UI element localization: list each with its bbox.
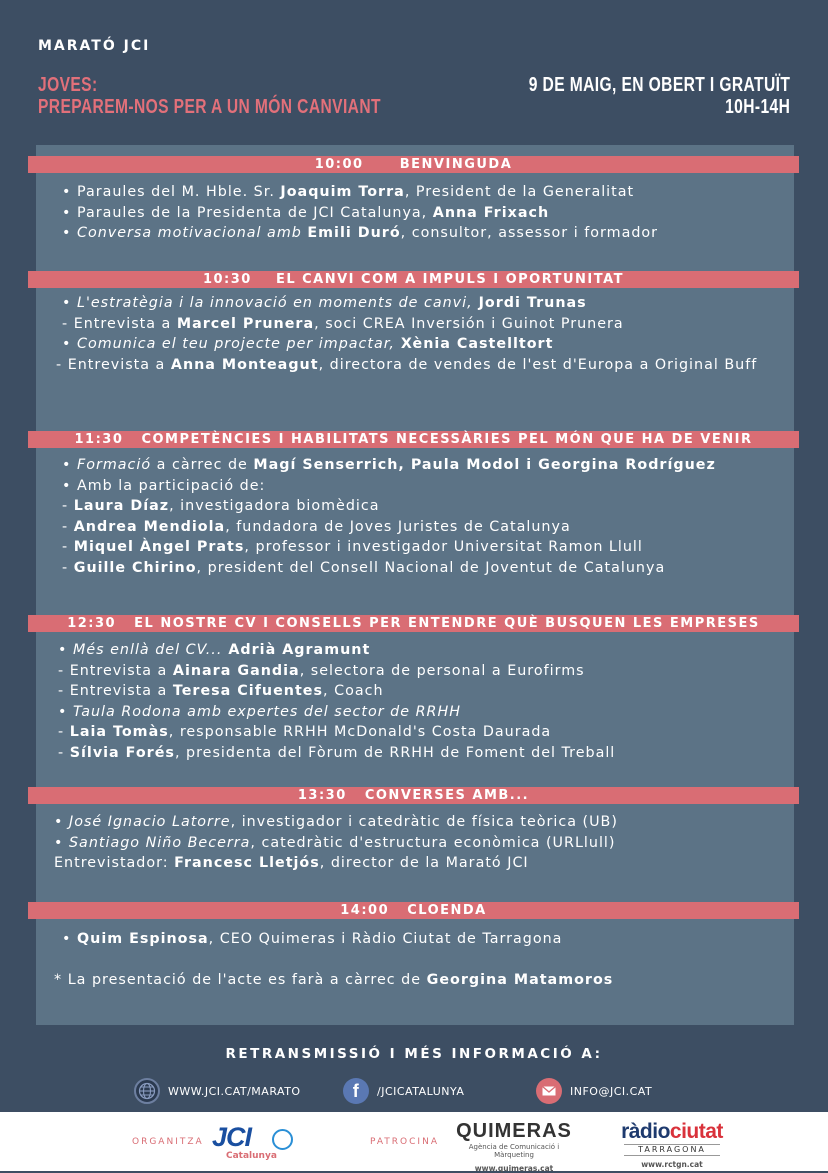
jci-emblem-icon [272,1129,293,1150]
jci-logo: JCI Catalunya [212,1122,302,1166]
section-bar-change: 10:30 EL CANVI COM A IMPULS I OPORTUNITAT [28,271,799,288]
event-title: JOVES: PREPAREM-NOS PER A UN MÓN CANVIANT [38,74,381,118]
section-bar-conversations: 13:30 CONVERSES AMB... [28,787,799,804]
event-date: 9 DE MAIG, EN OBERT I GRATUÏT 10H-14H [528,74,790,118]
organizer-label: ORGANITZA [132,1137,204,1147]
sponsor-label: PATROCINA [370,1137,439,1147]
facebook-link[interactable]: f /JCICATALUNYA [343,1078,464,1104]
section-bar-cv: 12:30 EL NOSTRE CV I CONSELLS PER ENTENDRE QUÈ BUSQUEN LES EMPRESES [28,615,799,632]
section-conversations: • José Ignacio Latorre, investigador i catedràtic de física teòrica (UB) • Santiago Niño Becerra, catedràtic d'estructura econòmica (URLlull) Entrevistador: Francesc Lletjós, director de la Marató JCI [54,814,618,871]
section-cv: • Més enllà del CV... Adrià Agramunt - Entrevista a Ainara Gandia, selectora de personal a Eurofirms - Entrevista a Teresa Cifuentes, Coach • Taula Rodona amb expertes del sector de RRHH - Laia Tomàs, responsable RRHH McDonald's Costa Daurada - Sílvia Forés, presidenta del Fòrum de RRHH de Foment del Treball [58,642,616,761]
section-bar-welcome: 10:00 BENVINGUDA [28,156,799,173]
envelope-icon [536,1078,562,1104]
quimeras-logo: QUIMERAS Agència de Comunicació i Màrqueting www.quimeras.cat [456,1120,572,1173]
radio-ciutat-logo: ràdiociutat TARRAGONA www.rctgn.cat [621,1120,723,1169]
section-bar-skills: 11:30 COMPETÈNCIES I HABILITATS NECESSÀRIES PEL MÓN QUE HA DE VENIR [28,431,799,448]
email-link[interactable]: INFO@JCI.CAT [536,1078,652,1104]
brand-label: MARATÓ JCI [38,38,151,54]
facebook-icon: f [343,1078,369,1104]
footer-heading: RETRANSMISSIÓ I MÉS INFORMACIÓ A: [225,1046,603,1062]
section-welcome: • Paraules del M. Hble. Sr. Joaquim Torra, President de la Generalitat • Paraules de la Presidenta de JCI Catalunya, Anna Frixach • Conversa motivacional amb Emili Duró, consultor, assessor i formador [62,184,659,241]
section-skills: • Formació a càrrec de Magí Senserrich, Paula Modol i Georgina Rodríguez • Amb la participació de: - Laura Díaz, investigadora biomèdica - Andrea Mendiola, fundadora de Joves Juristes de Catalunya - Miquel Àngel Prats, professor i investigador Universitat Ramon Llull - Guille Chirino, president del Consell Nacional de Joventut de Catalunya [62,457,716,576]
section-closing: • Quim Espinosa, CEO Quimeras i Ràdio Ciutat de Tarragona * La presentació de l'acte es farà a càrrec de Georgina Matamoros [54,931,614,988]
section-bar-closing: 14:00 CLOENDA [28,902,799,919]
website-link[interactable]: WWW.JCI.CAT/MARATO [134,1078,301,1104]
section-change: • L'estratègia i la innovació en moments de canvi, Jordi Trunas - Entrevista a Marcel Prunera, soci CREA Inversión i Guinot Prunera • Comunica el teu projecte per impactar, Xènia Castelltort - Entrevista a Anna Monteagut, directora de vendes de l'est d'Europa a Original Buff [56,295,758,373]
globe-icon [134,1078,160,1104]
sponsors-strip [0,1112,828,1171]
